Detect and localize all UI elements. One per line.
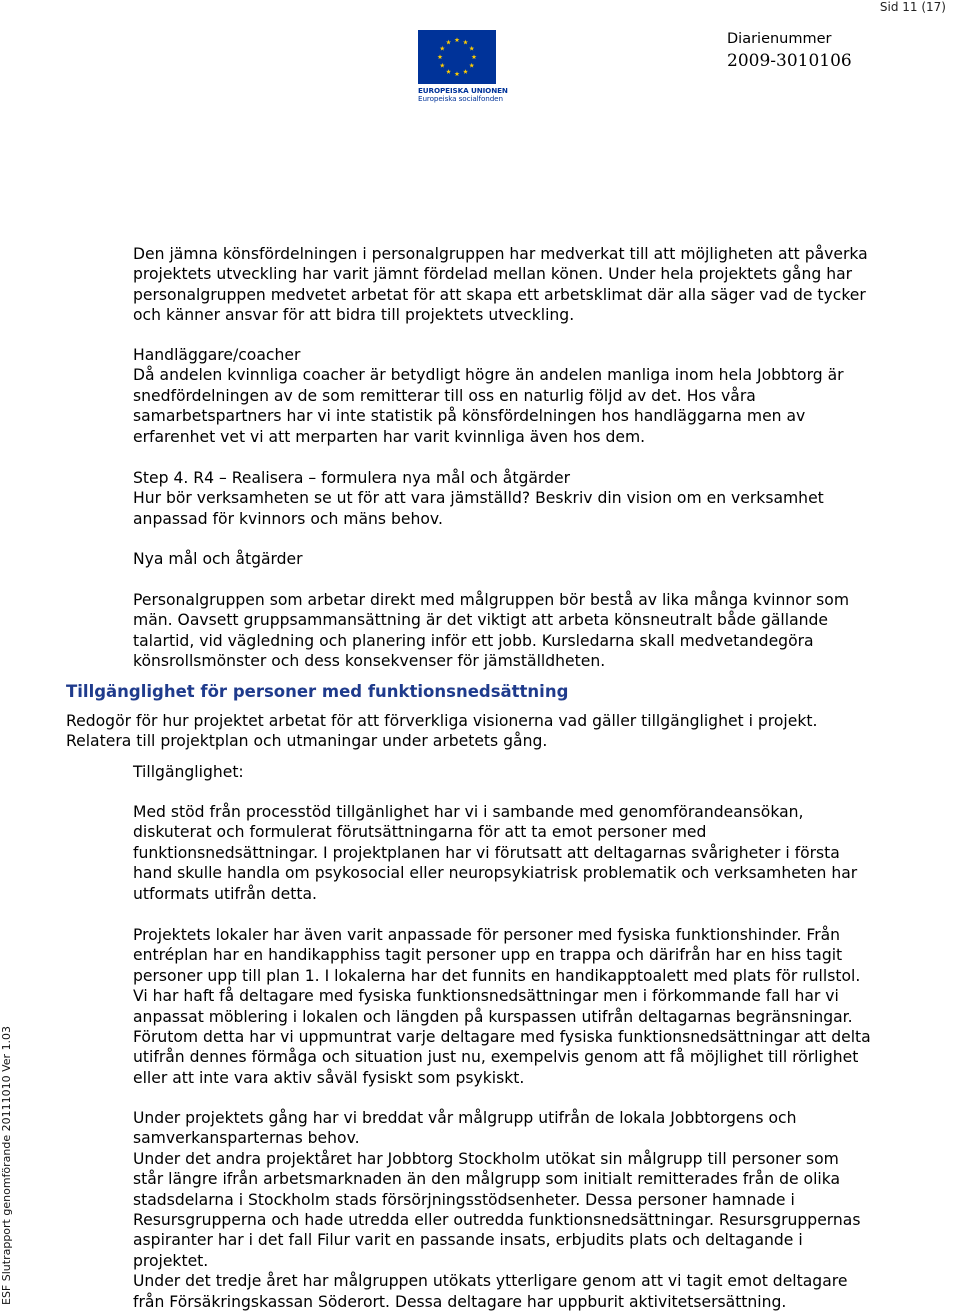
text-line: samverkansparternas behov.	[133, 1129, 360, 1148]
text-line: snedfördelningen av de som remitterar till oss en naturlig följd av det. Hos våra	[133, 386, 756, 405]
diarienummer-label: Diarienummer	[727, 31, 832, 47]
text-line: Resursgrupperna och hade utredda eller outredda funktionsnedsättningar. Resursgruppernas	[133, 1211, 861, 1230]
text-line: utformats utifrån detta.	[133, 884, 317, 903]
text-line: Då andelen kvinnliga coacher är betydligt högre än andelen manliga inom hela Jobbtorg är	[133, 366, 844, 385]
text-line: Redogör för hur projektet arbetat för att förverkliga visionerna vad gäller tillgänglighet i projekt.	[66, 712, 818, 730]
paragraph-gender-balance	[133, 244, 868, 326]
text-line: Vi har haft få deltagare med fysiska funktionsnedsättningar men i förkommande fall har vi	[133, 987, 839, 1006]
eu-flag-icon	[418, 30, 496, 84]
text-line: personalgruppen medvetet arbetat för att skapa ett arbetsklimat där alla säger vad de tycker	[133, 285, 866, 304]
page-number: Sid 11 (17)	[879, 0, 946, 14]
text-line: hand skulle handla om psykosocial eller neuropsykiatrisk problematik och verksamheten har	[133, 864, 858, 883]
text-line: Förutom detta har vi uppmuntrat varje deltagare med fysiska funktionsnedsättningar att delta	[133, 1028, 871, 1047]
paragraph-step4	[133, 468, 824, 529]
text-line: Nya mål och åtgärder	[133, 550, 303, 568]
paragraph-access-premises	[133, 925, 871, 1088]
text-line: diskuterat och formulerat förutsättningarna för att ta emot personer med	[133, 823, 707, 842]
text-line: stadsdelarna i Stockholm stads försörjningsstödsenheter. Dessa personer hamnade i	[133, 1190, 795, 1209]
text-line: eller att inte vara aktiv såväl fysiskt som psykiskt.	[133, 1068, 525, 1087]
section-heading: Tillgänglighet för personer med funktionsnedsättning	[66, 682, 569, 701]
text-line: från Försäkringskassan Söderort. Dessa deltagare har uppburit aktivitetsersättning.	[133, 1292, 787, 1311]
text-line: män. Oavsett gruppsammansättning är det viktigt att arbeta könsneutralt både gällande	[133, 611, 828, 630]
text-line: könsrollsmönster och dess konsekvenser för jämställdheten.	[133, 652, 606, 671]
text-line: Med stöd från processtöd tillgänlighet har vi i sambande med genomförandeansökan,	[133, 803, 804, 821]
text-line: står längre ifrån arbetsmarknaden än den målgrupp som initialt remitterades från de olika	[133, 1170, 841, 1189]
logo-text-union: EUROPEISKA UNIONEN	[418, 86, 508, 95]
paragraph-access-process	[133, 802, 857, 904]
text-line: Den jämna könsfördelningen i personalgruppen har medverkat till att möjligheten att påverka	[133, 245, 868, 263]
text-line: Handläggare/coacher	[133, 346, 301, 364]
text-line: Under det tredje året har målgruppen utökats ytterligare genom att vi tagit emot deltagare	[133, 1272, 848, 1291]
text-line: aspiranter har i det fall Filur varit en passande insats, erbjudits plats och deltagande i	[133, 1231, 803, 1250]
text-line: anpassat möblering i lokalen och längden på kurspassen utifrån deltagarnas begränsningar.	[133, 1007, 853, 1026]
text-line: talartid, vid vägledning och planering inför ett jobb. Kursledarna skall medvetandegöra	[133, 631, 814, 650]
side-footer: ESF Slutrapport genomförande 20111010 Ver 1.03	[0, 1025, 13, 1305]
text-line: Projektets lokaler har även varit anpassade för personer med fysiska funktionshinder. Från	[133, 926, 841, 944]
text-line: projektet.	[133, 1251, 209, 1270]
logo-text-fund: Europeiska socialfonden	[418, 94, 503, 103]
text-line: projektets utveckling har varit jämnt fördelad mellan könen. Under hela projektets gång har	[133, 265, 853, 284]
paragraph-new-goals-title	[133, 549, 303, 569]
text-line: Personalgruppen som arbetar direkt med målgruppen bör bestå av lika många kvinnor som	[133, 591, 850, 609]
text-line: samarbetspartners har vi inte statistik på könsfördelningen hos handläggarna men av	[133, 407, 806, 426]
paragraph-access-target-group	[133, 1108, 861, 1312]
text-line: och känner ansvar för att bidra till projektets utveckling.	[133, 306, 575, 325]
diarienummer-value: 2009-3010106	[727, 51, 852, 71]
access-label: Tillgänglighet:	[133, 763, 244, 781]
text-line: Under projektets gång har vi breddat vår målgrupp utifrån de lokala Jobbtorgens och	[133, 1109, 797, 1127]
text-line: erfarenhet vet vi att merparten har varit kvinnliga även hos dem.	[133, 427, 646, 446]
paragraph-coaches	[133, 345, 844, 447]
eu-logo	[418, 30, 508, 103]
section-intro	[66, 711, 817, 752]
text-line: Relatera till projektplan och utmaningar under arbetets gång.	[66, 732, 548, 751]
text-line: personer upp till plan 1. I lokalerna har det funnits en handikapptoalett med plats för rullstol.	[133, 966, 861, 985]
text-line: entréplan har en handikapphiss tagit personer upp en trappa och därifrån har en hiss tagit	[133, 946, 843, 965]
text-line: utifrån dennes förmåga och situation just nu, exempelvis genom att få möjlighet till rörlighet	[133, 1048, 859, 1067]
text-line: Under det andra projektåret har Jobbtorg Stockholm utökat sin målgrupp till personer som	[133, 1149, 839, 1168]
text-line: funktionsnedsättningar. I projektplanen har vi förutsatt att deltagarnas svårigheter i första	[133, 843, 840, 862]
text-line: Hur bör verksamheten se ut för att vara jämställd? Beskriv din vision om en verksamhet	[133, 489, 824, 508]
text-line: Step 4. R4 – Realisera – formulera nya mål och åtgärder	[133, 469, 570, 487]
paragraph-new-goals	[133, 590, 849, 672]
text-line: anpassad för kvinnors och mäns behov.	[133, 509, 443, 528]
